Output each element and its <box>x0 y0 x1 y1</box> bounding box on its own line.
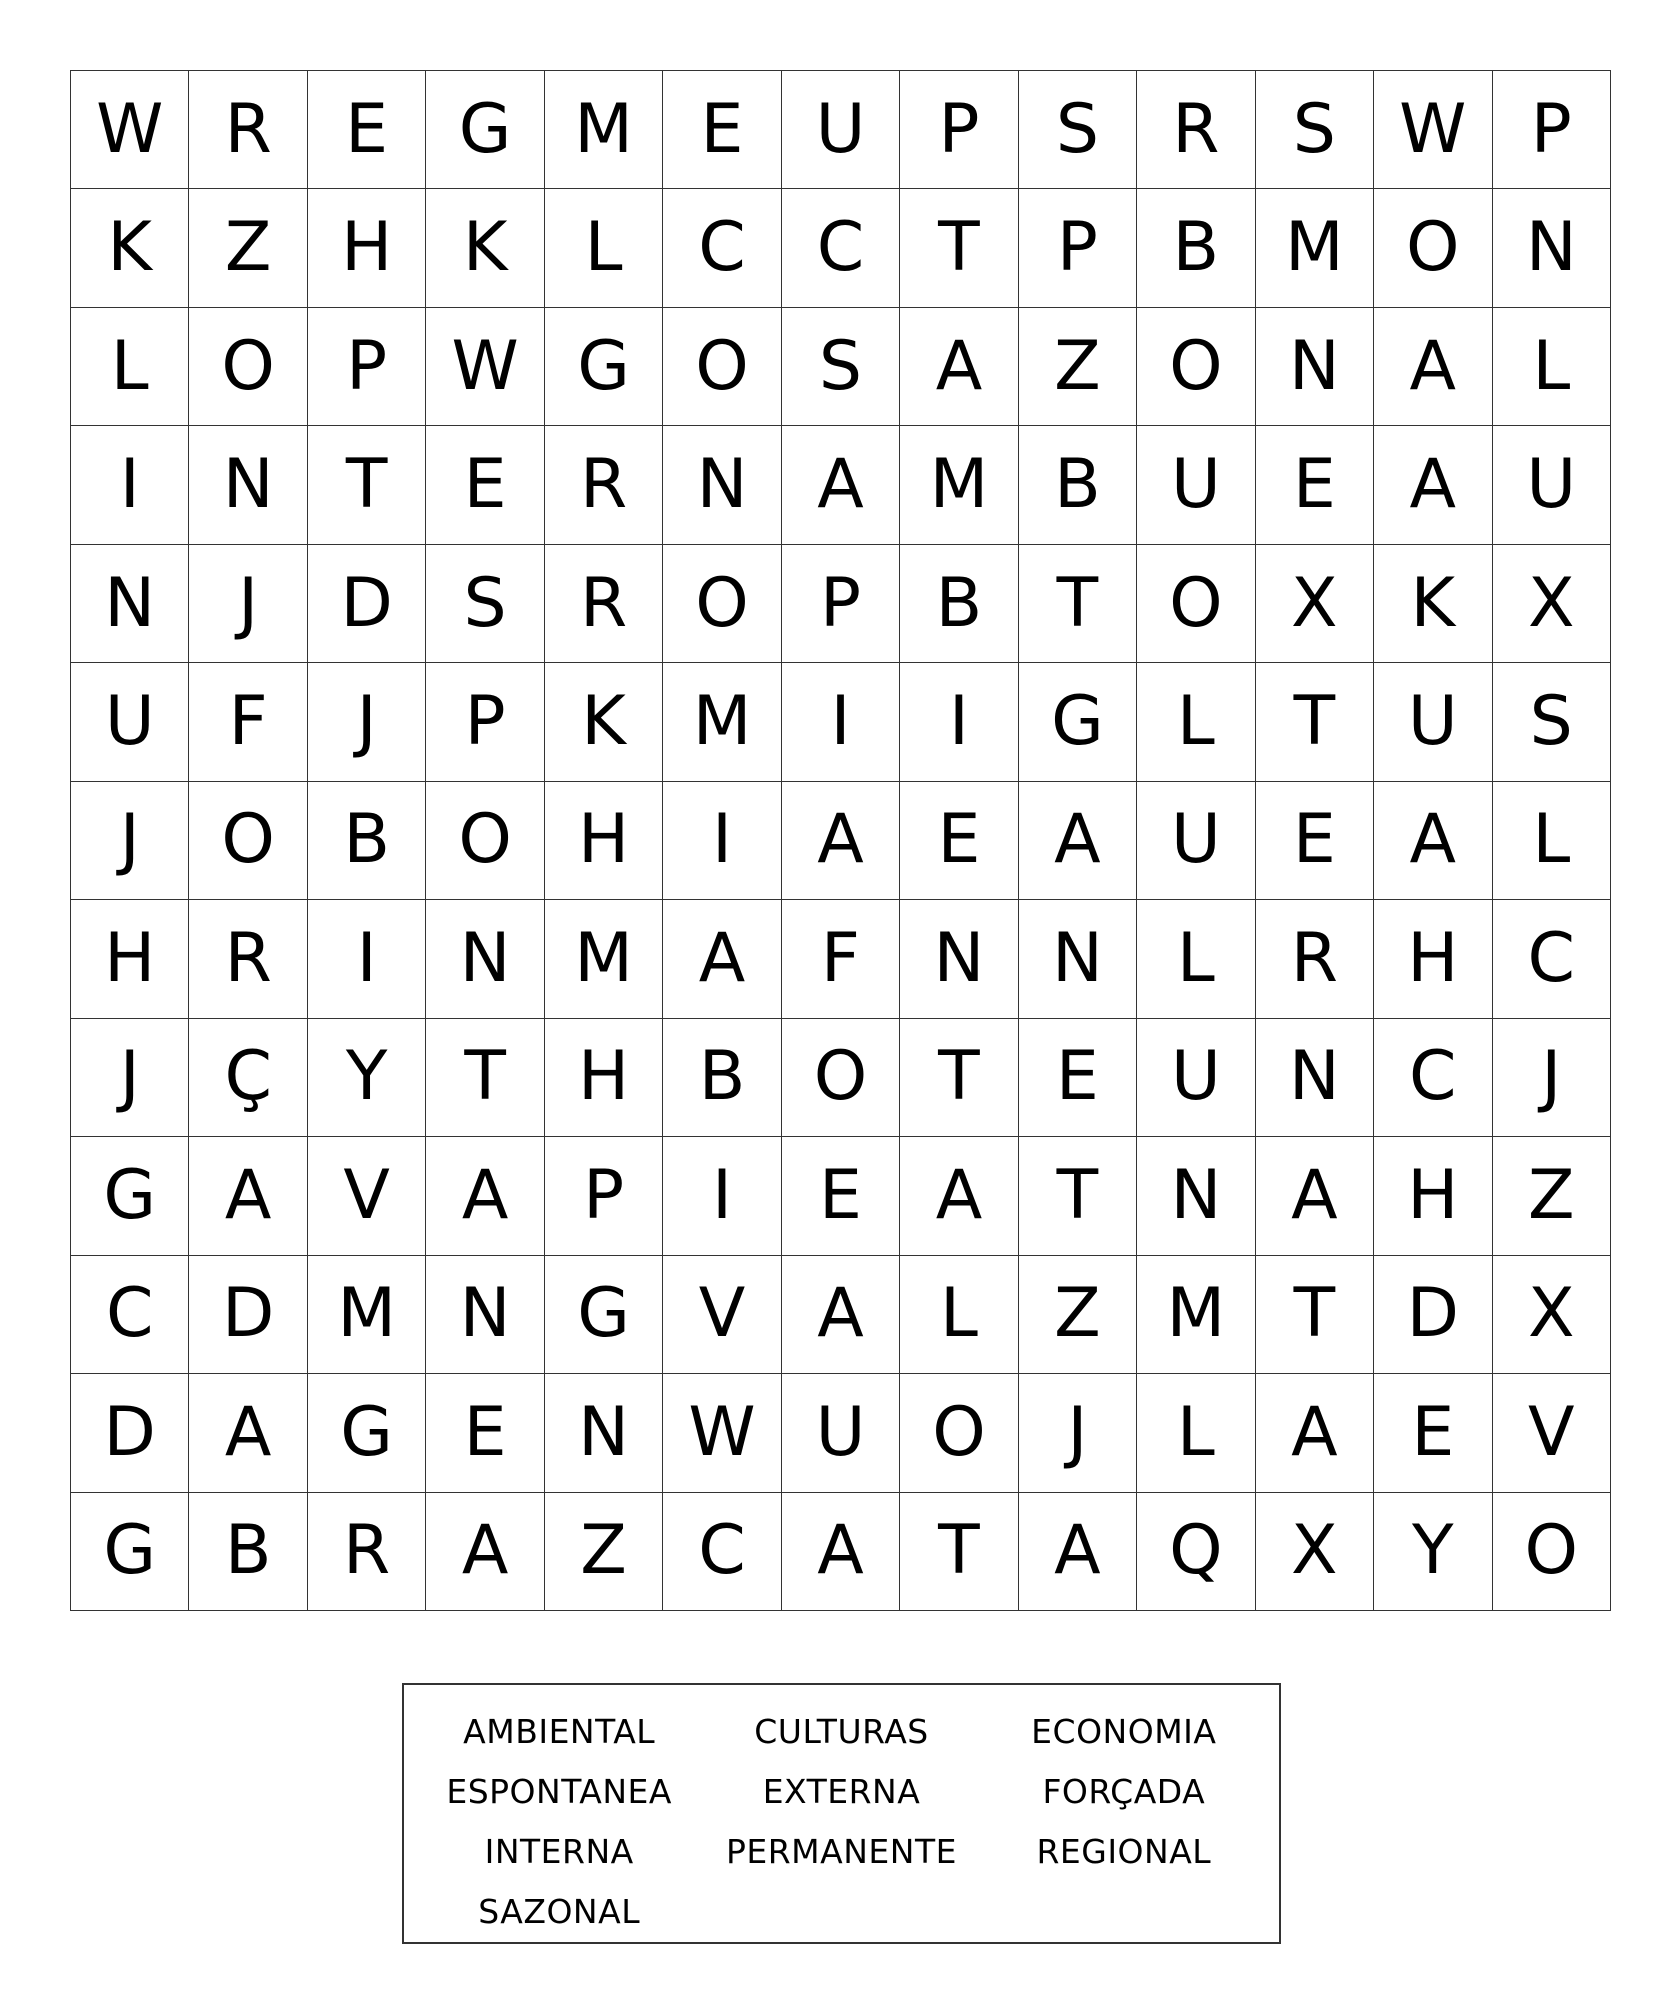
grid-cell[interactable]: O <box>189 308 307 426</box>
grid-cell[interactable]: C <box>663 1493 781 1611</box>
grid-cell[interactable]: J <box>71 1019 189 1137</box>
grid-cell[interactable]: X <box>1256 545 1374 663</box>
grid-cell[interactable]: D <box>308 545 426 663</box>
grid-cell[interactable]: N <box>1256 1019 1374 1137</box>
grid-cell[interactable]: S <box>1019 71 1137 189</box>
grid-cell[interactable]: R <box>1137 71 1255 189</box>
grid-cell[interactable]: U <box>1137 426 1255 544</box>
grid-cell[interactable]: E <box>426 426 544 544</box>
grid-cell[interactable]: N <box>1256 308 1374 426</box>
grid-cell[interactable]: O <box>189 782 307 900</box>
word-list-item: AMBIENTAL <box>463 1711 656 1751</box>
grid-cell[interactable]: X <box>1256 1493 1374 1611</box>
grid-cell[interactable]: E <box>782 1137 900 1255</box>
grid-cell[interactable]: N <box>900 900 1018 1018</box>
grid-cell[interactable]: L <box>1137 663 1255 781</box>
grid-cell[interactable]: K <box>1374 545 1492 663</box>
grid-cell[interactable]: T <box>1019 1137 1137 1255</box>
grid-cell[interactable]: T <box>900 1493 1018 1611</box>
word-list-item: INTERNA <box>484 1831 634 1871</box>
grid-cell[interactable]: B <box>900 545 1018 663</box>
grid-cell[interactable]: P <box>308 308 426 426</box>
grid-cell[interactable]: N <box>189 426 307 544</box>
grid-cell[interactable]: I <box>900 663 1018 781</box>
grid-cell[interactable]: O <box>663 545 781 663</box>
grid-cell[interactable]: C <box>71 1256 189 1374</box>
grid-cell[interactable]: L <box>71 308 189 426</box>
grid-cell[interactable]: D <box>189 1256 307 1374</box>
grid-cell[interactable]: F <box>189 663 307 781</box>
grid-cell[interactable]: G <box>71 1137 189 1255</box>
grid-cell[interactable]: M <box>663 663 781 781</box>
grid-cell[interactable]: C <box>663 189 781 307</box>
grid-cell[interactable]: A <box>1374 782 1492 900</box>
grid-cell[interactable]: P <box>1493 71 1611 189</box>
grid-cell[interactable]: B <box>1019 426 1137 544</box>
grid-cell[interactable]: J <box>1019 1374 1137 1492</box>
grid-cell[interactable]: Z <box>1019 308 1137 426</box>
grid-cell[interactable]: S <box>1493 663 1611 781</box>
word-list-item: SAZONAL <box>478 1891 641 1931</box>
grid-cell[interactable]: L <box>545 189 663 307</box>
grid-cell[interactable]: F <box>782 900 900 1018</box>
grid-cell[interactable]: U <box>1374 663 1492 781</box>
word-list-item: ECONOMIA <box>1031 1711 1217 1751</box>
grid-cell[interactable]: G <box>308 1374 426 1492</box>
grid-cell[interactable]: N <box>1493 189 1611 307</box>
grid-cell[interactable]: N <box>426 1256 544 1374</box>
grid-cell[interactable]: L <box>900 1256 1018 1374</box>
grid-cell[interactable]: G <box>426 71 544 189</box>
grid-cell[interactable]: I <box>308 900 426 1018</box>
word-list-item: EXTERNA <box>762 1771 921 1811</box>
grid-cell[interactable]: A <box>1256 1137 1374 1255</box>
grid-cell[interactable]: H <box>308 189 426 307</box>
grid-cell[interactable]: X <box>1493 1256 1611 1374</box>
grid-cell[interactable]: O <box>426 782 544 900</box>
grid-cell[interactable]: X <box>1493 545 1611 663</box>
grid-cell[interactable]: E <box>426 1374 544 1492</box>
grid-cell[interactable]: N <box>1137 1137 1255 1255</box>
grid-cell[interactable]: M <box>1137 1256 1255 1374</box>
letter-grid <box>70 70 1611 1611</box>
grid-cell[interactable]: A <box>1019 782 1137 900</box>
grid-cell[interactable]: O <box>663 308 781 426</box>
grid-cell[interactable]: A <box>663 900 781 1018</box>
grid-cell[interactable]: E <box>1256 426 1374 544</box>
grid-cell[interactable]: P <box>1019 189 1137 307</box>
grid-cell[interactable]: I <box>663 782 781 900</box>
grid-cell[interactable]: M <box>308 1256 426 1374</box>
grid-cell[interactable]: P <box>426 663 544 781</box>
grid-cell[interactable]: J <box>189 545 307 663</box>
grid-cell[interactable]: P <box>782 545 900 663</box>
grid-cell[interactable]: W <box>426 308 544 426</box>
grid-cell[interactable]: N <box>663 426 781 544</box>
grid-cell[interactable]: R <box>545 426 663 544</box>
grid-cell[interactable]: N <box>71 545 189 663</box>
grid-cell[interactable]: W <box>1374 71 1492 189</box>
grid-cell[interactable]: A <box>782 426 900 544</box>
grid-cell[interactable]: T <box>308 426 426 544</box>
grid-cell[interactable]: T <box>900 1019 1018 1137</box>
grid-cell[interactable]: O <box>1137 545 1255 663</box>
grid-cell[interactable]: L <box>1493 308 1611 426</box>
grid-cell[interactable]: R <box>308 1493 426 1611</box>
grid-cell[interactable]: E <box>1374 1374 1492 1492</box>
grid-cell[interactable]: P <box>900 71 1018 189</box>
grid-cell[interactable]: T <box>1256 663 1374 781</box>
grid-cell[interactable]: S <box>426 545 544 663</box>
grid-cell[interactable]: U <box>782 1374 900 1492</box>
grid-cell[interactable]: E <box>900 782 1018 900</box>
grid-cell[interactable]: R <box>189 71 307 189</box>
grid-cell[interactable]: M <box>900 426 1018 544</box>
grid-cell[interactable]: E <box>663 71 781 189</box>
grid-cell[interactable]: J <box>1493 1019 1611 1137</box>
grid-cell[interactable]: E <box>308 71 426 189</box>
grid-cell[interactable]: A <box>426 1493 544 1611</box>
grid-cell[interactable]: M <box>545 900 663 1018</box>
word-list-item: ESPONTANEA <box>446 1771 672 1811</box>
grid-cell[interactable]: A <box>1374 308 1492 426</box>
grid-cell[interactable]: A <box>900 308 1018 426</box>
grid-cell[interactable]: A <box>1019 1493 1137 1611</box>
grid-cell[interactable]: M <box>545 71 663 189</box>
grid-cell[interactable]: A <box>189 1374 307 1492</box>
grid-cell[interactable]: K <box>545 663 663 781</box>
grid-cell[interactable]: L <box>1137 1374 1255 1492</box>
grid-cell[interactable]: V <box>308 1137 426 1255</box>
grid-cell[interactable]: T <box>900 189 1018 307</box>
word-list-item: PERMANENTE <box>726 1831 957 1871</box>
grid-cell[interactable]: B <box>308 782 426 900</box>
word-list-item: CULTURAS <box>754 1711 929 1751</box>
grid-cell[interactable]: G <box>545 308 663 426</box>
grid-cell[interactable]: H <box>1374 1137 1492 1255</box>
grid-cell[interactable]: A <box>1256 1374 1374 1492</box>
grid-cell[interactable]: W <box>71 71 189 189</box>
grid-cell[interactable]: C <box>1493 900 1611 1018</box>
grid-cell[interactable]: Z <box>189 189 307 307</box>
grid-cell[interactable]: J <box>308 663 426 781</box>
grid-cell[interactable]: K <box>71 189 189 307</box>
grid-cell[interactable]: R <box>189 900 307 1018</box>
grid-cell[interactable]: E <box>1019 1019 1137 1137</box>
grid-cell[interactable]: U <box>1493 426 1611 544</box>
word-list-item: REGIONAL <box>1036 1831 1212 1871</box>
word-list-item: FORÇADA <box>1042 1771 1206 1811</box>
grid-cell[interactable]: A <box>900 1137 1018 1255</box>
grid-cell[interactable]: C <box>782 189 900 307</box>
grid-cell[interactable]: D <box>1374 1256 1492 1374</box>
grid-cell[interactable]: T <box>1019 545 1137 663</box>
grid-cell[interactable]: Y <box>1374 1493 1492 1611</box>
grid-cell[interactable]: G <box>71 1493 189 1611</box>
grid-cell[interactable]: S <box>782 308 900 426</box>
grid-cell[interactable]: T <box>426 1019 544 1137</box>
grid-cell[interactable]: V <box>663 1256 781 1374</box>
grid-cell[interactable]: B <box>663 1019 781 1137</box>
grid-cell[interactable]: C <box>1374 1019 1492 1137</box>
grid-cell[interactable]: Y <box>308 1019 426 1137</box>
grid-cell[interactable]: G <box>1019 663 1137 781</box>
grid-cell[interactable]: L <box>1493 782 1611 900</box>
grid-cell[interactable]: O <box>1493 1493 1611 1611</box>
grid-cell[interactable]: K <box>426 189 544 307</box>
grid-cell[interactable]: A <box>782 1493 900 1611</box>
grid-cell[interactable]: M <box>1256 189 1374 307</box>
grid-cell[interactable]: N <box>1019 900 1137 1018</box>
grid-cell[interactable]: W <box>663 1374 781 1492</box>
grid-cell[interactable]: U <box>1137 1019 1255 1137</box>
grid-cell[interactable]: U <box>1137 782 1255 900</box>
grid-cell[interactable]: B <box>189 1493 307 1611</box>
grid-cell[interactable]: V <box>1493 1374 1611 1492</box>
grid-cell[interactable]: I <box>663 1137 781 1255</box>
grid-cell[interactable]: H <box>545 782 663 900</box>
grid-cell[interactable]: U <box>782 71 900 189</box>
grid-cell[interactable]: R <box>1256 900 1374 1018</box>
grid-cell[interactable]: A <box>426 1137 544 1255</box>
grid-cell[interactable]: H <box>1374 900 1492 1018</box>
grid-cell[interactable]: U <box>71 663 189 781</box>
grid-cell[interactable]: Z <box>1019 1256 1137 1374</box>
grid-cell[interactable]: G <box>545 1256 663 1374</box>
grid-cell[interactable]: B <box>1137 189 1255 307</box>
grid-cell[interactable]: A <box>782 1256 900 1374</box>
grid-cell[interactable]: A <box>189 1137 307 1255</box>
grid-cell[interactable]: Z <box>545 1493 663 1611</box>
grid-cell[interactable]: O <box>900 1374 1018 1492</box>
grid-cell[interactable]: O <box>1374 189 1492 307</box>
grid-cell[interactable]: Q <box>1137 1493 1255 1611</box>
grid-cell[interactable]: I <box>71 426 189 544</box>
grid-cell[interactable]: H <box>545 1019 663 1137</box>
grid-cell[interactable]: N <box>426 900 544 1018</box>
grid-cell[interactable]: I <box>782 663 900 781</box>
grid-cell[interactable]: L <box>1137 900 1255 1018</box>
grid-cell[interactable]: A <box>782 782 900 900</box>
grid-cell[interactable]: O <box>1137 308 1255 426</box>
grid-cell[interactable]: Ç <box>189 1019 307 1137</box>
grid-cell[interactable]: T <box>1256 1256 1374 1374</box>
grid-cell[interactable]: H <box>71 900 189 1018</box>
grid-cell[interactable]: N <box>545 1374 663 1492</box>
grid-cell[interactable]: J <box>71 782 189 900</box>
grid-cell[interactable]: A <box>1374 426 1492 544</box>
grid-cell[interactable]: O <box>782 1019 900 1137</box>
grid-cell[interactable]: D <box>71 1374 189 1492</box>
grid-cell[interactable]: R <box>545 545 663 663</box>
grid-cell[interactable]: S <box>1256 71 1374 189</box>
grid-cell[interactable]: P <box>545 1137 663 1255</box>
word-list <box>402 1683 1281 1944</box>
grid-cell[interactable]: Z <box>1493 1137 1611 1255</box>
grid-cell[interactable]: E <box>1256 782 1374 900</box>
